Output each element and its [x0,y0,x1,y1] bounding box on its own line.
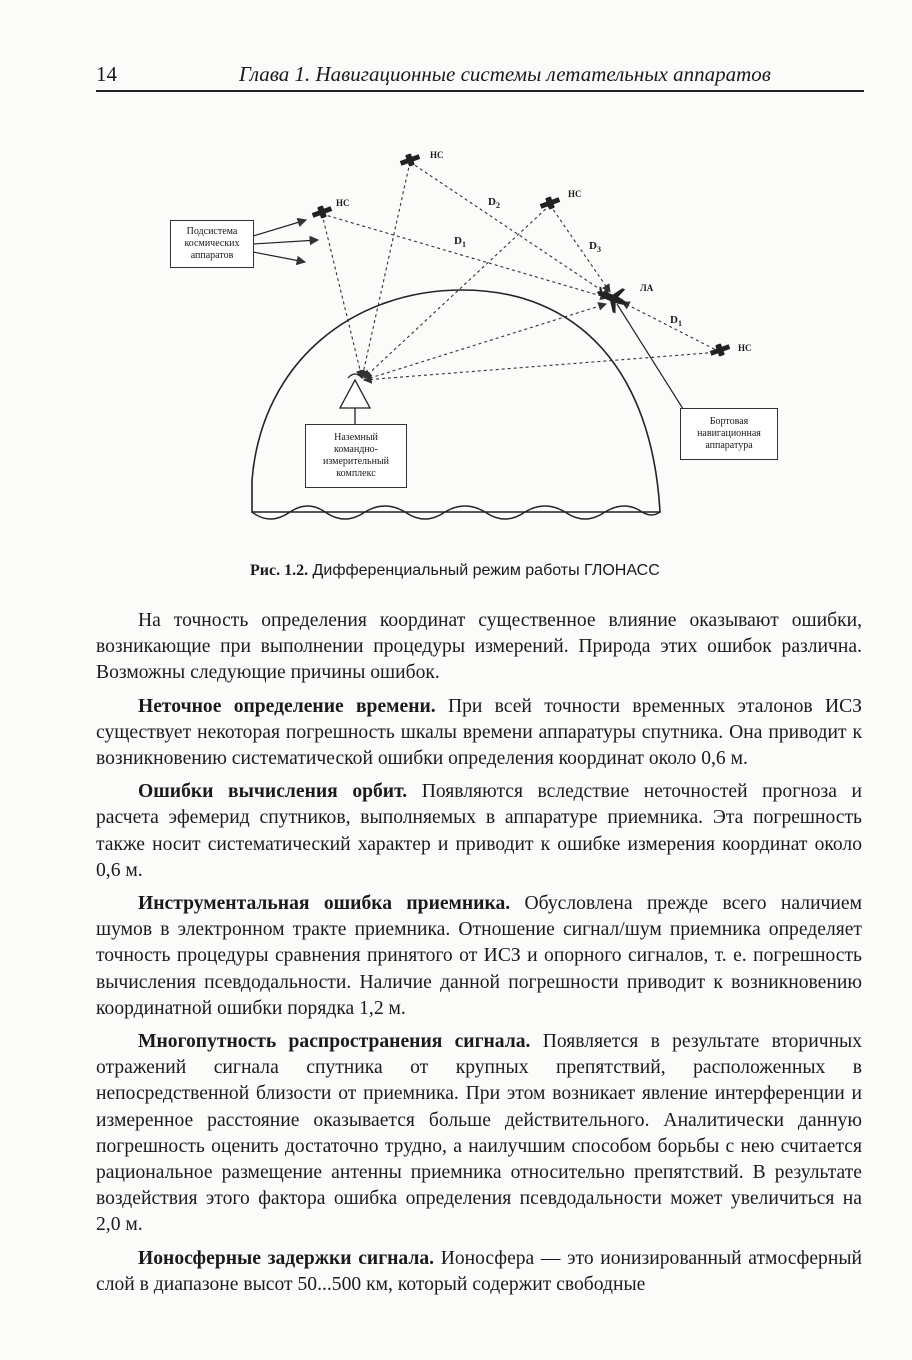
paragraph: Многопутность распространения сигнала. Появляется в результате вторичных отражений сигнала спутника от крупных препятствий, расположенных в непосредственной близости от приемника. При этом возникает явление интерференции и измеренное расстояние оказывается больше действительного. Аналитически данную погрешность оценить достаточно трудно, а наилучшим способом борьбы с нею считается рациональное размещение антенны приемника относительно препятствий. В результате воздействия этого фактора ошибка определения псевдодальности может увеличиться на 2,0 м. [96,1031,863,1236]
satellite-icon [311,203,334,221]
figure-diagram [0,0,912,560]
onboard-equipment-box: Бортовая навигационная аппаратура [680,408,778,460]
body-text [96,608,862,1305]
subsystem-arrow-2 [253,240,318,244]
paragraph-heading: Ошибки вычисления орбит. [138,781,408,803]
figure-caption [250,562,660,580]
signal-line-right-ground [364,205,550,378]
figure-glonass-differential [0,0,912,560]
signal-line-low-ground [364,352,720,380]
distance-label-d1: $D_1$ [454,235,466,250]
correction-line [364,304,606,380]
subsystem-arrow-3 [253,252,305,262]
satellite-label: НС [336,198,350,208]
satellite-icon [399,151,422,169]
satellite-icon [539,194,562,212]
satellite-label: НС [738,343,752,353]
signal-line-left-ground [322,214,362,378]
caption-text: Дифференциальный режим работы ГЛОНАСС [312,562,660,579]
aircraft-icon [592,280,631,316]
paragraph-heading: Многопутность распространения сигнала. [138,1031,531,1053]
paragraph-heading: Ионосферные задержки сигнала. [138,1247,435,1269]
signal-line-d2 [410,162,610,296]
satellite-icon [709,341,732,359]
paragraph: Неточное определение времени. При всей точности временных эталонов ИСЗ существует некоторая погрешность шкалы времени аппаратуры спутника. Она приводит к возникновению систематической ошибки определения координат около 0,6 м. [96,695,862,770]
paragraph-heading: Неточное определение времени. [138,695,436,717]
distance-label-d3: $D_3$ [589,240,601,255]
paragraph: Инструментальная ошибка приемника. Обусловлена прежде всего наличием шумов в электронном тракте приемника. Отношение сигнал/шум приемника определяет точность процедуры сравнения принятого от ИСЗ и опорного сигналов, т. е. погрешность вычисления псевдодальности. Наличие данной погрешности приводит к возникновению координатной ошибки порядка 1,2 м. [96,893,862,1019]
distance-label-d1-low: $D_1$ [670,314,682,329]
paragraph: На точность определения координат существенное влияние оказывают ошибки, возникающие при выполнении процедуры измерений. Природа этих ошибок различна. Возможны следующие причины ошибок. [96,610,862,684]
caption-number: Рис. 1.2. [250,562,309,579]
signal-line-d3 [550,205,610,292]
paragraph-heading: Инструментальная ошибка приемника. [138,893,511,915]
ground-complex-box: Наземный командно- измерительный комплекс [305,424,407,488]
paragraph: Ошибки вычисления орбит. Появляются вследствие неточностей прогноза и расчета эфемерид спутников, выполняемых в аппаратуре приемника. Эта погрешность также носит систематический характер и приводит к ошибке измерения координат около 0,6 м. [96,781,863,881]
satellite-label: НС [568,189,582,199]
ground-antenna-icon [340,374,370,424]
satellite-label: НС [430,150,444,160]
space-subsystem-box: Подсистема космических аппаратов [170,220,254,268]
aircraft-label: ЛА [640,283,654,293]
distance-label-d2: $D_2$ [488,196,500,211]
page-number: 14 [96,62,117,86]
subsystem-arrow-1 [253,220,306,236]
running-title: Глава 1. Навигационные системы летательных аппаратов [239,62,771,86]
signal-line-top-ground [362,162,410,378]
paragraph: Ионосферные задержки сигнала. Ионосфера — это ионизированный атмосферный слой в диапазоне высот 50...500 км, который содержит свободные [96,1247,862,1295]
